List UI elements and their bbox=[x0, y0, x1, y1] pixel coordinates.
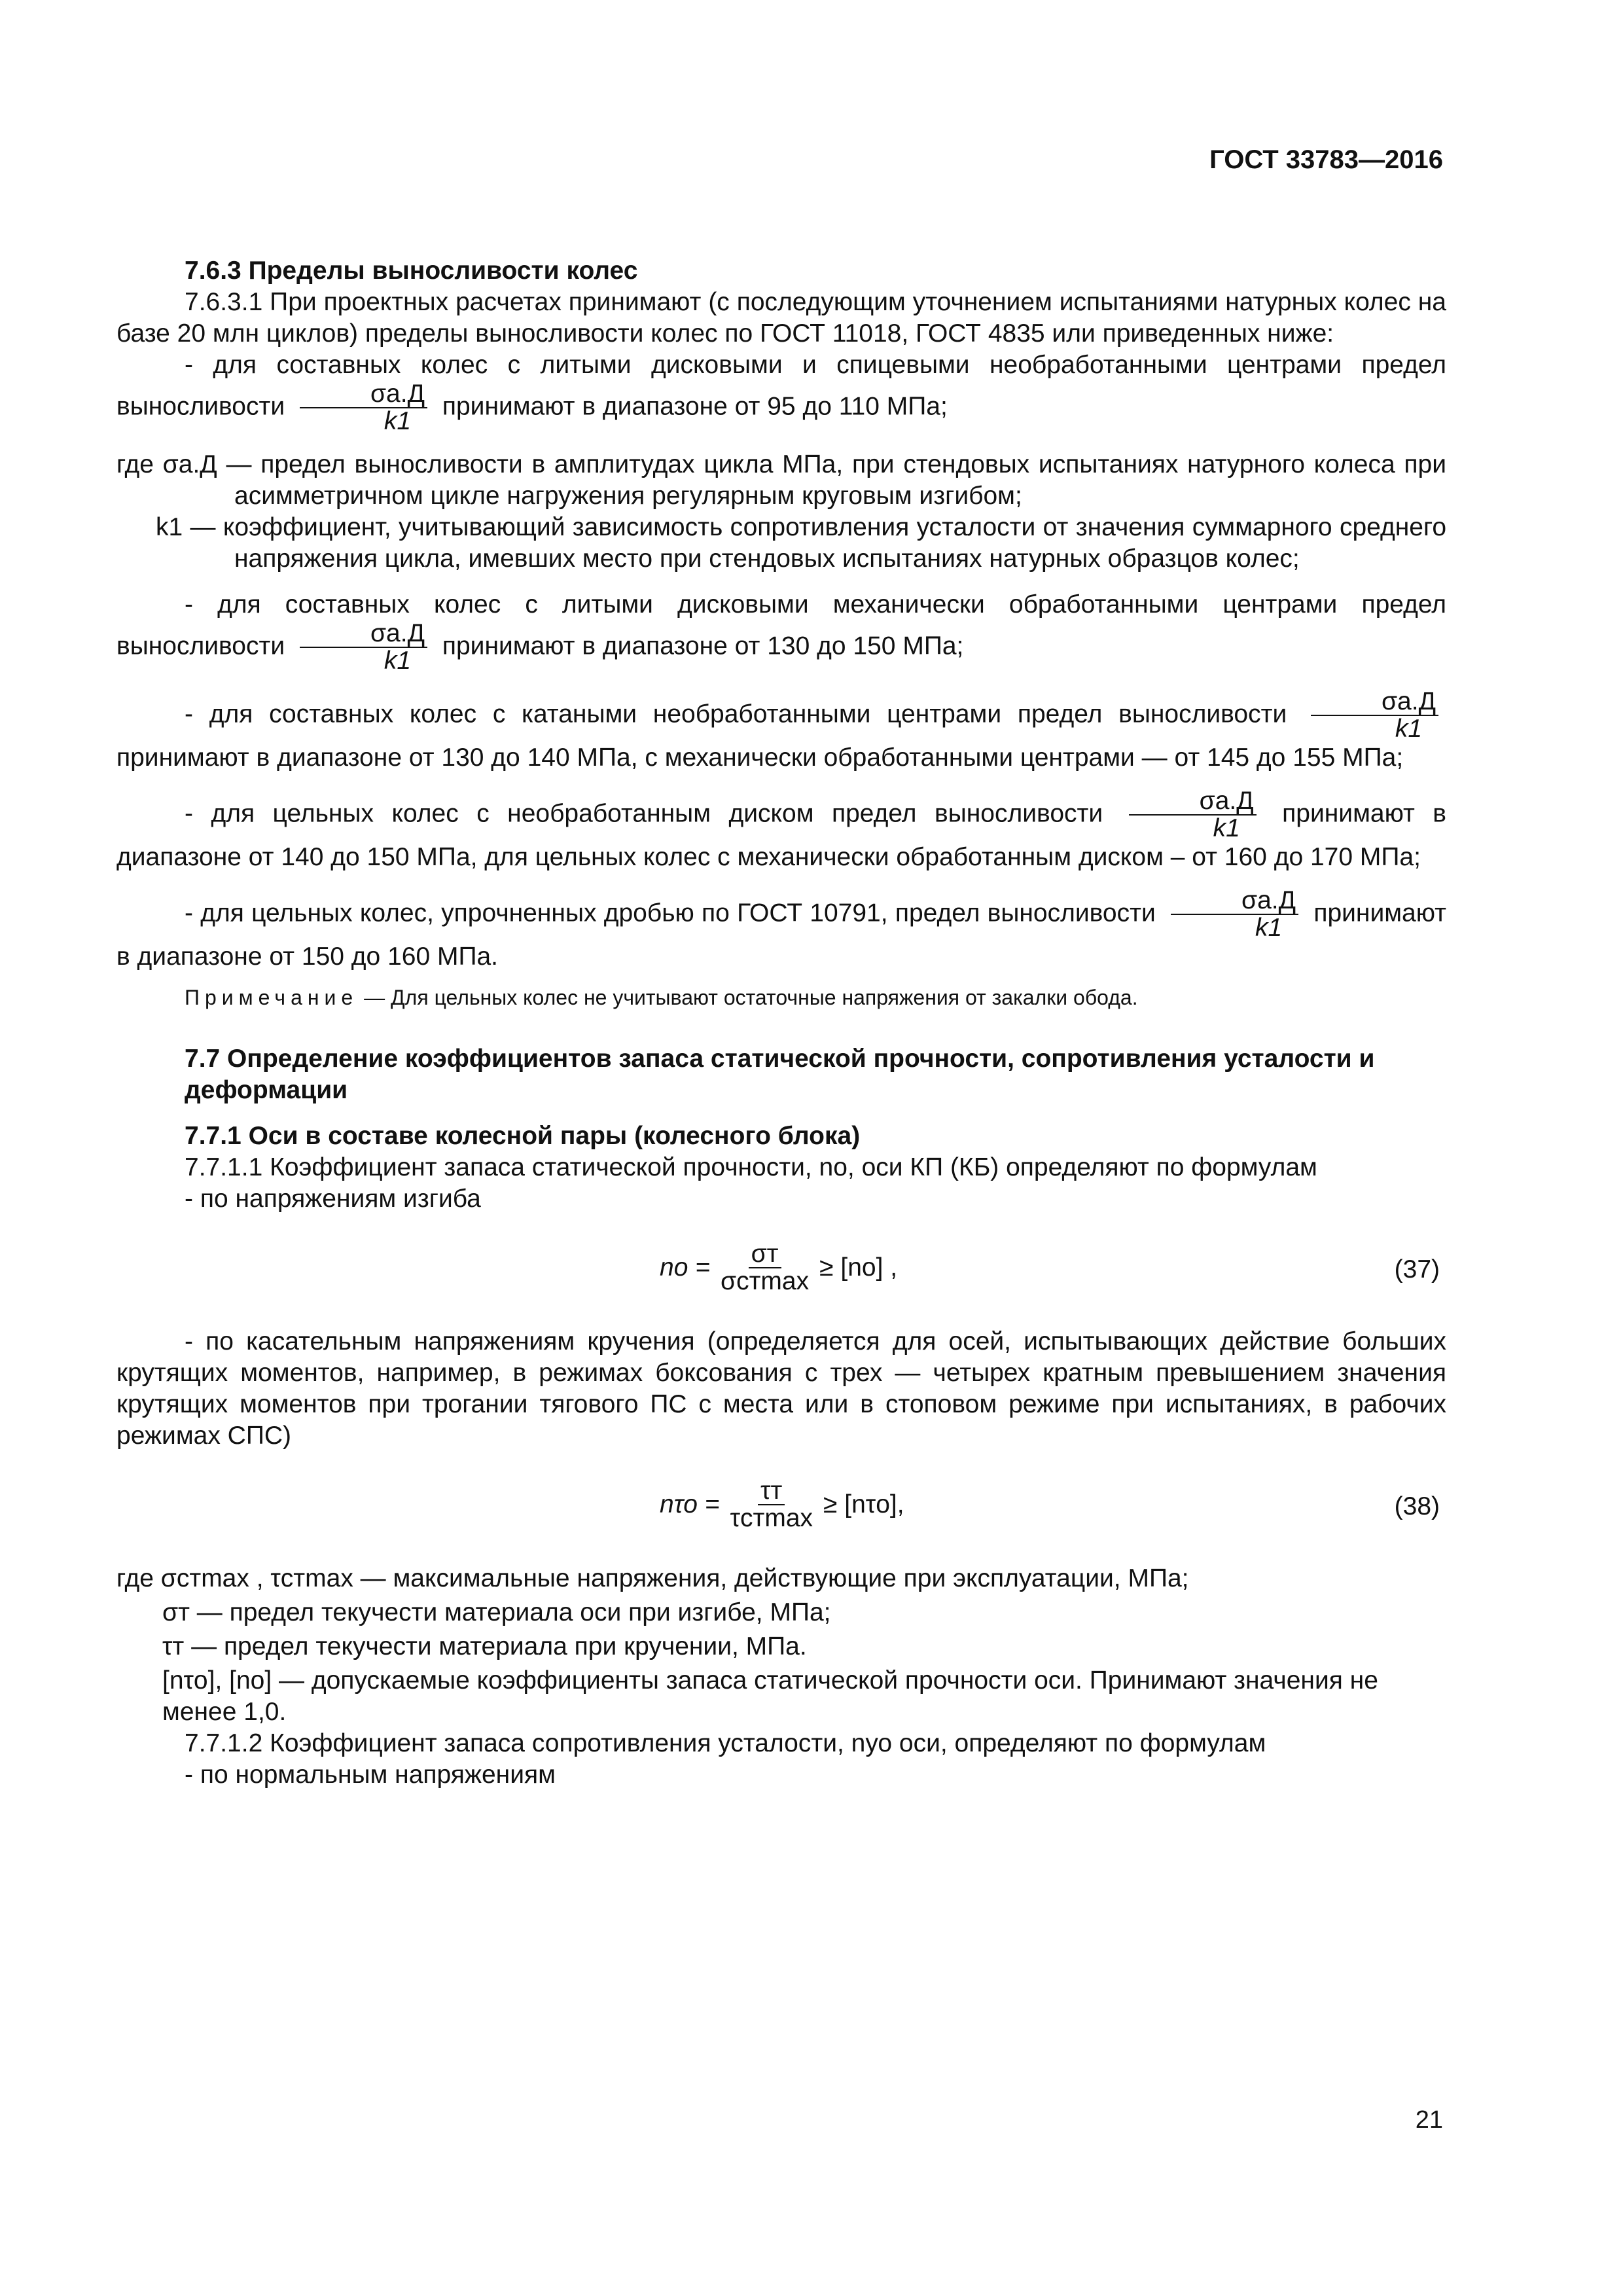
formula-37-number: (37) bbox=[1394, 1255, 1440, 1283]
paragraph-7-7-1-2: 7.7.1.2 Коэффициент запаса сопротивления усталости, nуо оси, определяют по формулам bbox=[185, 1729, 1266, 1757]
bullet-1-text: - для составных колес с литыми дисковыми и спицевыми необработанными центрами предел выносливости bbox=[116, 351, 1446, 421]
formula-37-numerator: σт bbox=[749, 1241, 781, 1268]
definitions bbox=[116, 1597, 1446, 1728]
fraction-sigma-over-k1 bbox=[1311, 689, 1438, 742]
formula-37-fraction bbox=[718, 1241, 812, 1295]
normal-stress-item: - по нормальным напряжениям bbox=[185, 1761, 556, 1789]
bullet-4 bbox=[116, 788, 1446, 873]
formula-38-fraction bbox=[728, 1478, 815, 1532]
fraction-denominator: k1 bbox=[383, 407, 412, 435]
where-k1-text: коэффициент, учитывающий зависимость сопротивления усталости от значения суммарного среднего напряжения цикла, имевших место при стендовых испытаниях натурных образцов колес; bbox=[223, 513, 1447, 573]
note-text: — Для цельных колес не учитывают остаточные напряжения от закалки обода. bbox=[358, 986, 1138, 1009]
where-k1-label: k1 — bbox=[156, 513, 216, 541]
where-max-stress: где σстmax , τстmax — максимальные напряжения, действующие при эксплуатации, МПа; bbox=[116, 1564, 1189, 1592]
fraction-sigma-over-k1 bbox=[1129, 788, 1257, 842]
document-code: ГОСТ 33783—2016 bbox=[1209, 145, 1443, 174]
section-7-7-1-title: 7.7.1 Оси в составе колесной пары (колесного блока) bbox=[185, 1122, 861, 1150]
bullet-4-text: - для цельных колес с необработанным диском предел выносливости bbox=[185, 799, 1103, 828]
fraction-numerator: σа.Д bbox=[1171, 888, 1298, 915]
bullet-2-tail: принимают в диапазоне от 130 до 150 МПа; bbox=[442, 632, 964, 660]
bullet-3-tail: принимают в диапазоне от 130 до 140 МПа, с механически обработанными центрами — от 145 до 155 МПа; bbox=[116, 744, 1404, 772]
bullet-2 bbox=[116, 589, 1446, 674]
bullet-4-tail: принимают в диапазоне от 140 до 150 МПа, для цельных колес с механически обработанным диском – от 160 до 170 МПа; bbox=[116, 799, 1447, 871]
bullet-2-text: - для составных колес с литыми дисковыми механически обработанными центрами предел выносливости bbox=[116, 590, 1446, 660]
fraction-denominator: k1 bbox=[1395, 715, 1423, 743]
fraction-denominator: k1 bbox=[1255, 914, 1283, 942]
formula-37 bbox=[116, 1234, 1446, 1306]
formula-37-rhs: ≥ [nо] , bbox=[819, 1253, 898, 1282]
section-7-7-title: 7.7 Определение коэффициентов запаса статической прочности, сопротивления усталости и деформации bbox=[185, 1045, 1375, 1104]
formula-38-denominator: τстmax bbox=[730, 1504, 813, 1532]
fraction-numerator: σа.Д bbox=[1311, 689, 1438, 716]
fraction-numerator: σа.Д bbox=[300, 620, 427, 648]
where-sigma bbox=[116, 449, 1446, 512]
def-allowable-factors: [nτо], [nо] — допускаемые коэффициенты запаса статической прочности оси. Принимают значения не менее 1,0. bbox=[162, 1666, 1378, 1726]
bullet-5-tail: принимают в диапазоне от 150 до 160 МПа. bbox=[116, 899, 1447, 971]
fraction-numerator: σа.Д bbox=[1129, 788, 1257, 816]
paragraph-7-7-1-1: 7.7.1.1 Коэффициент запаса статической прочности, nо, оси КП (КБ) определяют по формулам bbox=[185, 1153, 1317, 1181]
formula-38-numerator: τт bbox=[758, 1478, 785, 1505]
page-content bbox=[116, 255, 1446, 1791]
bending-stress-item: - по напряжениям изгиба bbox=[185, 1185, 481, 1213]
def-sigma-t: σт — предел текучести материала оси при изгибе, МПа; bbox=[162, 1598, 831, 1626]
bullet-3 bbox=[116, 689, 1446, 774]
bullet-1-tail: принимают в диапазоне от 95 до 110 МПа; bbox=[442, 392, 948, 421]
where-k1 bbox=[116, 512, 1446, 575]
formula-38-number: (38) bbox=[1394, 1492, 1440, 1520]
where-sigma-label: где σа.Д — bbox=[116, 450, 252, 478]
bullet-5 bbox=[116, 888, 1446, 973]
fraction-denominator: k1 bbox=[383, 647, 412, 675]
formula-37-lhs: nо = bbox=[660, 1253, 710, 1282]
note-label: Примечание bbox=[185, 986, 359, 1009]
bullet-5-text: - для цельных колес, упрочненных дробью по ГОСТ 10791, предел выносливости bbox=[185, 899, 1156, 927]
torsion-stress-item: - по касательным напряжениям кручения (определяется для осей, испытывающих действие больших крутящих моментов, например, в режимах боксования с трех — четырех кратным превышением значения крутящих моментов при трогании тягового ПС с места или в стоповом режиме при испытаниях, в рабочих режимах СПС) bbox=[116, 1327, 1446, 1450]
formula-37-body bbox=[660, 1241, 897, 1295]
bullet-3-text: - для составных колес с катаными необработанными центрами предел выносливости bbox=[185, 700, 1287, 728]
note bbox=[116, 982, 1446, 1013]
formula-38-lhs: nτо = bbox=[660, 1490, 720, 1518]
formula-38 bbox=[116, 1471, 1446, 1543]
fraction-sigma-over-k1 bbox=[300, 381, 427, 435]
section-7-6-3-title: 7.6.3 Пределы выносливости колес bbox=[185, 257, 638, 285]
def-tau-t: τт — предел текучести материала при кручении, МПа. bbox=[162, 1632, 807, 1660]
fraction-numerator: σа.Д bbox=[300, 381, 427, 408]
bullet-1 bbox=[116, 350, 1446, 435]
formula-38-rhs: ≥ [nτо], bbox=[823, 1490, 904, 1518]
formula-37-denominator: σстmax bbox=[721, 1267, 810, 1295]
fraction-denominator: k1 bbox=[1213, 814, 1240, 842]
fraction-sigma-over-k1 bbox=[1171, 888, 1298, 941]
page-number: 21 bbox=[1415, 2106, 1443, 2134]
fraction-sigma-over-k1 bbox=[300, 620, 427, 674]
where-sigma-text: предел выносливости в амплитудах цикла МПа, при стендовых испытаниях натурного колеса при асимметричном цикле нагружения регулярным круговым изгибом; bbox=[234, 450, 1446, 510]
formula-38-body bbox=[660, 1478, 904, 1532]
paragraph-7-6-3-1: 7.6.3.1 При проектных расчетах принимают (с последующим уточнением испытаниями натурных колес на базе 20 млн циклов) пределы выносливости колес по ГОСТ 11018, ГОСТ 4835 или приведенных ниже: bbox=[116, 288, 1446, 348]
